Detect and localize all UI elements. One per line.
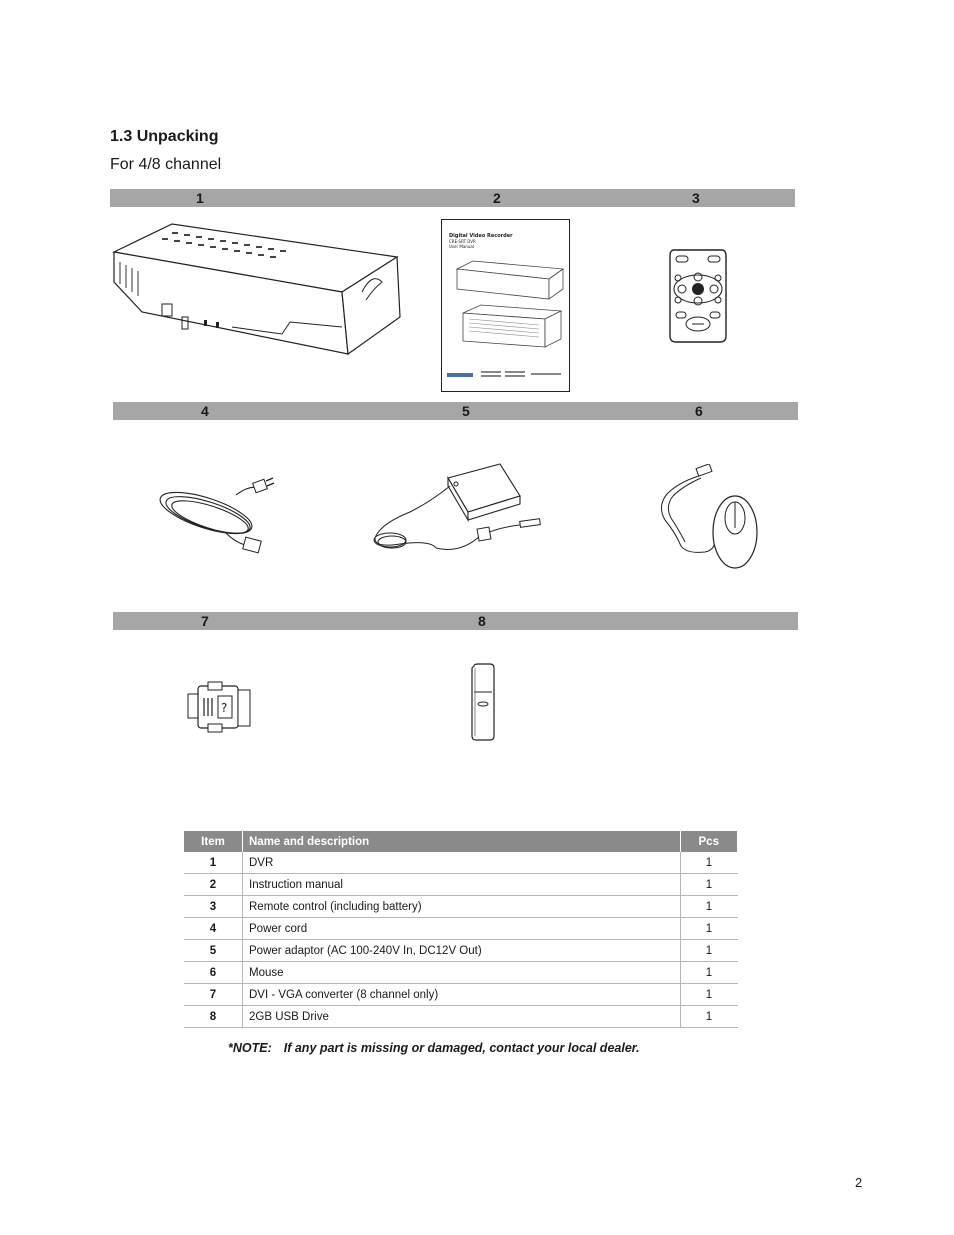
table-row	[184, 940, 738, 962]
item-number-label: 1	[196, 190, 204, 206]
dvi-vga-converter-illustration	[186, 680, 252, 736]
item-number-label: 8	[478, 613, 486, 629]
cell-item: 6	[184, 962, 243, 984]
manual-model: CRE-SRT DVR	[449, 239, 476, 244]
power-adaptor-illustration	[370, 462, 550, 557]
cell-name: DVI - VGA converter (8 channel only)	[243, 984, 681, 1006]
usb-drive-illustration	[468, 662, 498, 742]
section-subtitle: For 4/8 channel	[110, 156, 222, 173]
items-header-bar-2	[113, 402, 798, 420]
cell-item: 2	[184, 874, 243, 896]
cell-pcs: 1	[680, 896, 738, 918]
cell-item: 7	[184, 984, 243, 1006]
items-table	[184, 831, 738, 1028]
cell-item: 3	[184, 896, 243, 918]
cell-name: Instruction manual	[243, 874, 681, 896]
manual-title: Digital Video Recorder	[449, 233, 513, 239]
table-row	[184, 896, 738, 918]
remote-illustration	[668, 248, 728, 344]
column-header-name: Name and description	[243, 831, 681, 852]
manual-illustration	[441, 219, 570, 392]
cell-item: 4	[184, 918, 243, 940]
item-number-label: 3	[692, 190, 700, 206]
cell-name: Mouse	[243, 962, 681, 984]
item-number-label: 5	[462, 403, 470, 419]
cell-pcs: 1	[680, 874, 738, 896]
cell-item: 1	[184, 852, 243, 874]
cell-name: DVR	[243, 852, 681, 874]
power-cord-illustration	[156, 473, 276, 558]
cell-item: 5	[184, 940, 243, 962]
item-number-label: 4	[201, 403, 209, 419]
item-number-label: 7	[201, 613, 209, 629]
manual-doc: User Manual	[449, 244, 474, 249]
cell-pcs: 1	[680, 852, 738, 874]
svg-text:?: ?	[221, 701, 228, 715]
items-header-bar-1	[110, 189, 795, 207]
page-number: 2	[855, 1175, 863, 1190]
cell-pcs: 1	[680, 984, 738, 1006]
cell-name: 2GB USB Drive	[243, 1006, 681, 1028]
item-number-label: 6	[695, 403, 703, 419]
cell-name: Power adaptor (AC 100-240V In, DC12V Out)	[243, 940, 681, 962]
cell-pcs: 1	[680, 918, 738, 940]
mouse-illustration	[655, 464, 765, 574]
table-row	[184, 962, 738, 984]
table-row	[184, 918, 738, 940]
column-header-pcs: Pcs	[680, 831, 738, 852]
column-header-item: Item	[184, 831, 243, 852]
note-text	[228, 1041, 639, 1055]
cell-pcs: 1	[680, 1006, 738, 1028]
table-row	[184, 984, 738, 1006]
table-row	[184, 874, 738, 896]
note-prefix: *NOTE:	[228, 1041, 272, 1055]
items-header-bar-3	[113, 612, 798, 630]
item-number-label: 2	[493, 190, 501, 206]
table-row	[184, 1006, 738, 1028]
cell-item: 8	[184, 1006, 243, 1028]
cell-pcs: 1	[680, 962, 738, 984]
cell-name: Power cord	[243, 918, 681, 940]
dvr-illustration	[112, 222, 402, 357]
cell-name: Remote control (including battery)	[243, 896, 681, 918]
table-header-row	[184, 831, 738, 852]
section-title: 1.3 Unpacking	[110, 128, 219, 145]
table-row	[184, 852, 738, 874]
note-body: If any part is missing or damaged, contact your local dealer.	[283, 1041, 640, 1055]
cell-pcs: 1	[680, 940, 738, 962]
